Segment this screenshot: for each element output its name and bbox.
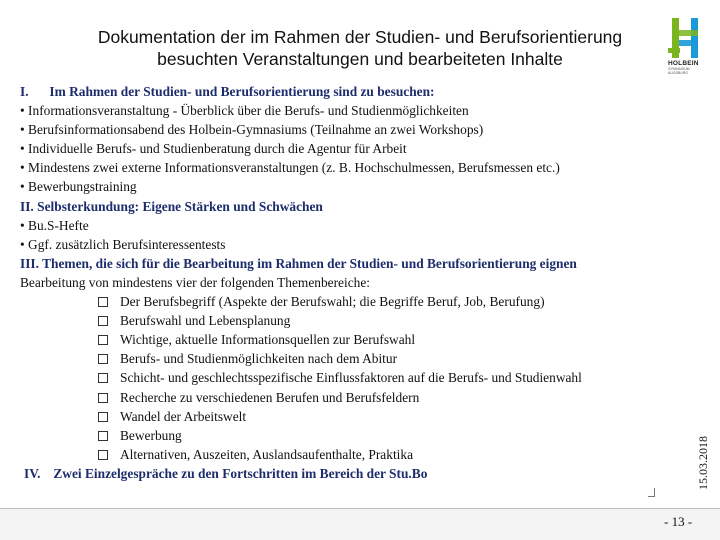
- checkbox-icon: [98, 354, 108, 364]
- topic-label: Berufs- und Studienmöglichkeiten nach dem Abitur: [120, 351, 398, 367]
- section-2-number: II.: [20, 198, 34, 214]
- section-3-title: Themen, die sich für die Bearbeitung im Rahmen der Studien- und Berufsorientierung eignen: [42, 255, 577, 271]
- topic-label: Schicht- und geschlechtsspezifische Einflussfaktoren auf die Berufs- und Studienwahl: [120, 370, 582, 386]
- page-number: - 13 -: [664, 514, 693, 529]
- topic-item: [20, 368, 700, 387]
- checkbox-icon: [98, 373, 108, 383]
- section-4-title: Zwei Einzelgespräche zu den Fortschritten im Bereich der Stu.Bo: [53, 465, 428, 481]
- date-label: 15.03.2018: [696, 436, 710, 490]
- topic-item: [20, 426, 700, 445]
- page-title-line-1: Dokumentation der im Rahmen der Studien- und Berufsorientierung: [97, 27, 623, 47]
- topic-item: [20, 311, 700, 330]
- section-3-intro: Bearbeitung von mindestens vier der folgenden Themenbereiche:: [20, 274, 371, 290]
- list-item: • Bewerbungstraining: [20, 179, 137, 195]
- topic-label: Der Berufsbegriff (Aspekte der Berufswahl; die Begriffe Beruf, Job, Berufung): [120, 294, 545, 310]
- corner-mark: [648, 488, 655, 497]
- topic-item: [20, 330, 700, 349]
- topic-label: Bewerbung: [120, 427, 182, 443]
- document-body: [20, 82, 700, 483]
- list-item: • Individuelle Berufs- und Studienberatung durch die Agentur für Arbeit: [20, 141, 407, 157]
- list-item: • Informationsveranstaltung - Überblick über die Berufs- und Studienmöglichkeiten: [20, 103, 469, 119]
- checkbox-icon: [98, 450, 108, 460]
- checkbox-icon: [98, 335, 108, 345]
- topic-item: [20, 388, 700, 407]
- logo-sub-1: GYMNASIUM: [668, 67, 690, 71]
- page-title-line-2: besuchten Veranstaltungen und bearbeiteten Inhalte: [157, 49, 563, 69]
- page-title: [40, 26, 680, 70]
- topic-item: [20, 445, 700, 464]
- section-1-heading: [20, 82, 700, 101]
- list-item: • Ggf. zusätzlich Berufsinteressentests: [20, 236, 226, 252]
- checkbox-icon: [98, 316, 108, 326]
- list-item: • Mindestens zwei externe Informationsveranstaltungen (z. B. Hochschulmessen, Berufsmessen etc.): [20, 160, 560, 176]
- topic-item: [20, 292, 700, 311]
- section-2-heading: [20, 197, 700, 216]
- topic-label: Berufswahl und Lebensplanung: [120, 313, 291, 329]
- logo-wordmark: [668, 60, 712, 75]
- logo-sub-2: AUGSBURG: [668, 71, 689, 75]
- topic-label: Alternativen, Auszeiten, Auslandsaufenthalte, Praktika: [120, 446, 414, 462]
- section-4-heading: [20, 464, 700, 483]
- list-item: • Berufsinformationsabend des Holbein-Gymnasiums (Teilnahme an zwei Workshops): [20, 122, 484, 138]
- topic-label: Recherche zu verschiedenen Berufen und Berufsfeldern: [120, 389, 420, 405]
- list-item: • Bu.S-Hefte: [20, 217, 89, 233]
- checkbox-icon: [98, 393, 108, 403]
- logo-name: HOLBEIN: [668, 60, 699, 67]
- section-2-title: Selbsterkundung: Eigene Stärken und Schwächen: [37, 198, 323, 214]
- section-4-number: IV.: [24, 465, 41, 481]
- checkbox-icon: [98, 412, 108, 422]
- checkbox-icon: [98, 431, 108, 441]
- topic-item: [20, 407, 700, 426]
- topic-label: Wandel der Arbeitswelt: [120, 408, 247, 424]
- section-1-title: Im Rahmen der Studien- und Berufsorientierung sind zu besuchen:: [49, 84, 435, 99]
- section-3-number: III.: [20, 255, 39, 271]
- footer: [0, 509, 720, 540]
- topic-item: [20, 349, 700, 368]
- topic-label: Wichtige, aktuelle Informationsquellen zur Berufswahl: [120, 332, 416, 348]
- checkbox-icon: [98, 297, 108, 307]
- section-3-heading: [20, 254, 700, 273]
- section-1-number: I.: [20, 84, 29, 99]
